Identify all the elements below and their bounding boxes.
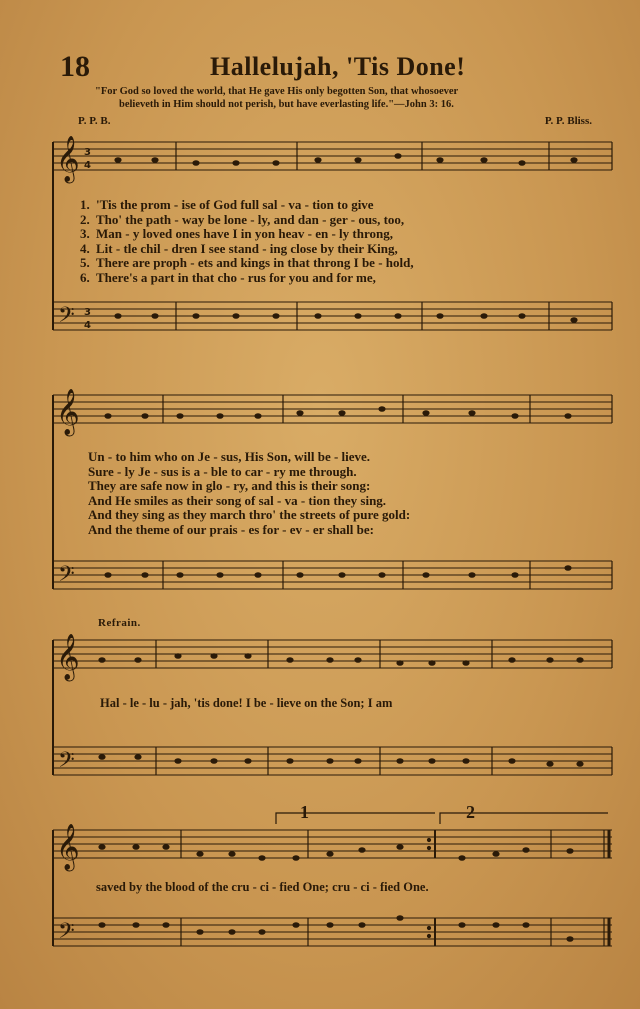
- svg-text:3: 3: [84, 307, 91, 318]
- svg-text:3: 3: [84, 147, 91, 158]
- verse-number: 6.: [80, 269, 90, 285]
- verse-line: They are safe now in glo - ry, and this is their song:: [88, 478, 371, 493]
- verse-line: [80, 213, 600, 228]
- epigraph-line-2: believeth in Him should not perish, but have everlasting life."—John 3: 16.: [119, 99, 454, 110]
- verse-line: And they sing as they march thro' the streets of pure gold:: [88, 507, 411, 522]
- system-2-bass-staff: [53, 561, 612, 589]
- refrain-label: Refrain.: [98, 617, 141, 629]
- verse-number: 2.: [80, 211, 90, 227]
- hymn-title: Hallelujah, 'Tis Done!: [210, 52, 466, 81]
- system-2-treble-staff: [53, 395, 612, 423]
- verse-line: Sure - ly Je - sus is a - ble to car - ry me through.: [88, 463, 357, 479]
- epigraph-line-1: "For God so loved the world, that He gave His only begotten Son, that whosoever: [95, 86, 459, 97]
- verse-line: [80, 227, 600, 242]
- refrain-lyric-line-1: Hal - le - lu - jah, 'tis done! I be - lieve on the Son; I am: [100, 696, 393, 710]
- verse-text: There's a part in that cho - rus for you and for me,: [96, 269, 376, 285]
- bass-clef-icon: 𝄢: [58, 303, 75, 333]
- verse-text: 'Tis the prom - ise of God full sal - va - tion to give: [96, 197, 374, 212]
- bass-clef-icon: 𝄢: [58, 748, 75, 778]
- verse-line: Un - to him who on Je - sus, His Son, will be - lieve.: [88, 449, 371, 464]
- verse-line: And He smiles as their song of sal - va - tion they sing.: [88, 492, 387, 508]
- verse-block-2: [88, 450, 603, 537]
- system-4-bass-staff: [53, 918, 612, 946]
- system-1-bass-staff: [53, 302, 612, 330]
- verse-line: And the theme of our prais - es for - ev - er shall be:: [88, 521, 374, 537]
- verse-number: 3.: [80, 226, 90, 241]
- treble-clef-icon: 𝄞: [56, 389, 80, 435]
- verse-text: Tho' the path - way be lone - ly, and dan - ger - ous, too,: [96, 211, 405, 227]
- treble-clef-icon: 𝄞: [56, 824, 80, 870]
- verse-text: There are proph - ets and kings in that throng I be - hold,: [96, 255, 414, 270]
- verse-text: Man - y loved ones have I in yon heav - en - ly throng,: [96, 226, 393, 241]
- treble-clef-icon: 𝄞: [56, 634, 80, 680]
- system-1-treble-staff: [53, 142, 612, 170]
- treble-clef-icon: 𝄞: [56, 136, 80, 182]
- svg-text:4: 4: [84, 320, 91, 331]
- verse-number: 4.: [80, 240, 90, 256]
- lyricist-credit: P. P. B.: [78, 115, 111, 127]
- second-ending-number: 2: [466, 802, 475, 822]
- verse-number: 1.: [80, 197, 90, 212]
- verse-line: [80, 256, 600, 271]
- svg-text:4: 4: [84, 160, 91, 171]
- verse-line: [80, 198, 600, 213]
- verse-block-1: [80, 198, 600, 285]
- composer-credit: P. P. Bliss.: [544, 115, 592, 127]
- first-ending-number: 1: [300, 802, 309, 822]
- verse-line: [80, 242, 600, 257]
- refrain-lyric-line-2: saved by the blood of the cru - ci - fied One; cru - ci - fied One.: [96, 880, 429, 894]
- system-3-treble-staff: [53, 640, 612, 668]
- hymn-number: 18: [60, 50, 90, 83]
- verse-text: Lit - tle chil - dren I see stand - ing close by their King,: [96, 240, 398, 256]
- verse-number: 5.: [80, 255, 90, 270]
- bass-clef-icon: 𝄢: [58, 919, 75, 949]
- bass-clef-icon: 𝄢: [58, 562, 75, 592]
- verse-line: [80, 271, 600, 286]
